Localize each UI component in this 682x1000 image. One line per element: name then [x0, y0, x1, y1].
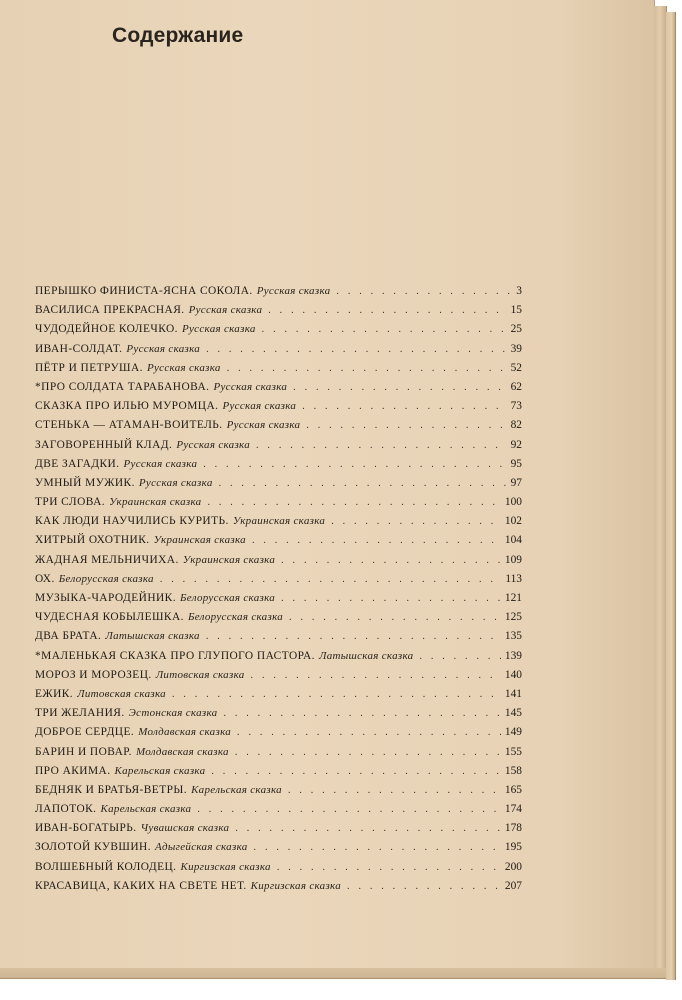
entry-page-number: 121 — [504, 592, 522, 604]
entry-title: ЧУДЕСНАЯ КОБЫЛЕШКА. — [35, 611, 184, 624]
entry-origin: Карельская сказка — [191, 783, 282, 796]
entry-page-number: 145 — [504, 707, 522, 720]
entry-title: ДВА БРАТА. — [35, 630, 102, 643]
entry-page-number: 139 — [504, 649, 522, 662]
toc-entry — [35, 458, 522, 477]
toc-entry — [35, 323, 522, 342]
toc-entry — [35, 880, 522, 899]
entry-title: КРАСАВИЦА, КАКИХ НА СВЕТЕ НЕТ. — [35, 879, 247, 892]
entry-origin: Русская сказка — [226, 419, 301, 432]
entry-page-number: 207 — [504, 879, 522, 892]
entry-title: ТРИ СЛОВА. — [35, 496, 106, 509]
entry-origin: Русская сказка — [222, 400, 297, 413]
entry-origin: Русская сказка — [256, 285, 331, 297]
dot-leader — [219, 478, 507, 489]
entry-title: МУЗЫКА-ЧАРОДЕЙНИК. — [35, 592, 177, 604]
entry-origin: Киргизская сказка — [250, 879, 342, 892]
dot-leader — [172, 689, 501, 700]
dot-leader — [336, 286, 512, 297]
entry-origin: Молдавская сказка — [135, 745, 229, 758]
dot-leader — [160, 574, 501, 585]
entry-page-number: 125 — [504, 611, 522, 624]
entry-origin: Карельская сказка — [100, 803, 192, 816]
dot-leader — [197, 804, 501, 815]
entry-title: ЗАГОВОРЕННЫЙ КЛАД. — [35, 438, 173, 451]
toc-entry — [35, 688, 522, 707]
entry-origin: Адыгейская сказка — [155, 841, 248, 854]
dot-leader — [293, 382, 506, 393]
toc-entry — [35, 861, 522, 880]
entry-origin: Украинская сказка — [153, 534, 246, 547]
entry-title: ПЕРЫШКО ФИНИСТА-ЯСНА СОКОЛА. — [35, 285, 253, 297]
entry-page-number: 82 — [510, 419, 522, 432]
entry-title: ЗОЛОТОЙ КУВШИН. — [35, 841, 151, 854]
dot-leader — [211, 766, 501, 777]
toc-entry — [35, 419, 522, 438]
toc-entry — [35, 726, 522, 745]
entry-title: ТРИ ЖЕЛАНИЯ. — [35, 707, 125, 720]
entry-origin: Русская сказка — [138, 476, 213, 489]
entry-page-number: 141 — [504, 687, 522, 700]
toc-entry — [35, 304, 522, 323]
dot-leader — [252, 535, 501, 546]
entry-origin: Русская сказка — [181, 323, 256, 336]
entry-page-number: 113 — [505, 572, 522, 585]
entry-title: СТЕНЬКА — АТАМАН-ВОИТЕЛЬ. — [35, 419, 223, 432]
entry-title: УМНЫЙ МУЖИК. — [35, 476, 135, 489]
toc-entry — [35, 362, 522, 381]
entry-title: ДОБРОЕ СЕРДЦЕ. — [35, 726, 135, 739]
toc-entry — [35, 765, 522, 784]
toc-entry — [35, 630, 522, 649]
entry-origin: Украинская сказка — [109, 496, 202, 509]
entry-title: ПРО АКИМА. — [35, 764, 111, 777]
entry-title: ОХ. — [35, 572, 55, 585]
dot-leader — [206, 344, 507, 355]
toc-entry — [35, 669, 522, 688]
toc-entry — [35, 515, 522, 534]
entry-origin: Русская сказка — [213, 380, 288, 393]
dot-leader — [331, 516, 501, 527]
dot-leader — [256, 440, 507, 451]
dot-leader — [347, 881, 501, 892]
entry-title: БЕДНЯК И БРАТЬЯ-ВЕТРЫ. — [35, 783, 188, 796]
entry-page-number: 39 — [510, 342, 522, 355]
dot-leader — [254, 842, 501, 853]
entry-title: ЕЖИК. — [35, 687, 74, 700]
entry-page-number: 52 — [510, 361, 522, 374]
entry-page-number: 149 — [504, 726, 522, 739]
entry-origin: Чувашская сказка — [140, 822, 230, 835]
entry-page-number: 174 — [504, 803, 522, 816]
entry-origin: Молдавская сказка — [138, 726, 232, 739]
entry-title: ДВЕ ЗАГАДКИ. — [35, 457, 120, 470]
dot-leader — [302, 401, 506, 412]
entry-page-number: 62 — [510, 380, 522, 393]
entry-origin: Русская сказка — [146, 361, 221, 374]
entry-page-number: 104 — [504, 534, 522, 547]
entry-origin: Русская сказка — [126, 342, 201, 355]
dot-leader — [419, 651, 500, 662]
entry-title: ВОЛШЕБНЫЙ КОЛОДЕЦ. — [35, 860, 177, 873]
entry-title: СКАЗКА ПРО ИЛЬЮ МУРОМЦА. — [35, 400, 219, 413]
entry-page-number: 102 — [504, 515, 522, 528]
entry-page-number: 73 — [510, 400, 522, 413]
dot-leader — [306, 420, 506, 431]
toc-entry — [35, 822, 522, 841]
toc-entry — [35, 534, 522, 553]
dot-leader — [235, 747, 501, 758]
toc-entry — [35, 343, 522, 362]
entry-origin: Литовская сказка — [155, 668, 245, 681]
page-edge-bottom — [0, 968, 666, 979]
entry-title: ИВАН-СОЛДАТ. — [35, 342, 123, 355]
entry-origin: Эстонская сказка — [128, 707, 218, 720]
dot-leader — [281, 593, 501, 604]
toc-entry — [35, 784, 522, 803]
toc-entry — [35, 803, 522, 822]
dot-leader — [289, 612, 501, 623]
entry-origin: Украинская сказка — [232, 515, 326, 528]
dot-leader — [277, 862, 501, 873]
toc-entry — [35, 496, 522, 515]
entry-page-number: 178 — [504, 822, 522, 835]
entry-page-number: 3 — [516, 285, 522, 297]
dot-leader — [203, 459, 506, 470]
dot-leader — [235, 823, 501, 834]
entry-title: ИВАН-БОГАТЫРЬ. — [35, 822, 137, 835]
table-of-contents — [35, 285, 522, 899]
entry-origin: Литовская сказка — [77, 687, 166, 700]
entry-origin: Белорусская сказка — [180, 592, 276, 604]
entry-origin: Киргизская сказка — [180, 860, 271, 873]
entry-page-number: 195 — [504, 841, 522, 854]
toc-entry — [35, 611, 522, 630]
entry-origin: Русская сказка — [123, 457, 198, 470]
dot-leader — [206, 631, 501, 642]
entry-title: *ПРО СОЛДАТА ТАРАБАНОВА. — [35, 380, 210, 393]
entry-page-number: 140 — [504, 668, 522, 681]
entry-origin: Латышская сказка — [105, 630, 200, 643]
dot-leader — [281, 555, 501, 566]
entry-page-number: 25 — [510, 323, 522, 336]
entry-page-number: 135 — [504, 630, 522, 643]
dot-leader — [237, 727, 501, 738]
dot-leader — [268, 305, 506, 316]
toc-entry — [35, 285, 522, 304]
toc-entry — [35, 477, 522, 496]
toc-entry — [35, 746, 522, 765]
entry-origin: Русская сказка — [188, 304, 263, 317]
dot-leader — [223, 708, 500, 719]
entry-origin: Русская сказка — [176, 438, 251, 451]
entry-page-number: 200 — [504, 860, 522, 873]
entry-title: ПЁТР И ПЕТРУША. — [35, 361, 143, 374]
entry-title: ХИТРЫЙ ОХОТНИК. — [35, 534, 150, 547]
entry-page-number: 100 — [504, 496, 522, 509]
entry-page-number: 15 — [510, 304, 522, 317]
entry-title: КАК ЛЮДИ НАУЧИЛИСЬ КУРИТЬ. — [35, 515, 229, 528]
entry-page-number: 92 — [510, 438, 522, 451]
entry-page-number: 158 — [504, 764, 522, 777]
toc-entry — [35, 592, 522, 611]
entry-page-number: 109 — [504, 553, 522, 566]
toc-entry — [35, 573, 522, 592]
entry-title: МОРОЗ И МОРОЗЕЦ. — [35, 668, 152, 681]
page-title: Содержание — [112, 24, 244, 47]
entry-page-number: 155 — [504, 745, 522, 758]
dot-leader — [262, 324, 507, 335]
entry-origin: Белорусская сказка — [187, 611, 284, 624]
entry-title: ВАСИЛИСА ПРЕКРАСНАЯ. — [35, 304, 185, 317]
entry-page-number: 95 — [510, 457, 522, 470]
entry-origin: Карельская сказка — [114, 764, 206, 777]
entry-page-number: 165 — [504, 783, 522, 796]
entry-page-number: 97 — [510, 476, 522, 489]
entry-title: ЖАДНАЯ МЕЛЬНИЧИХА. — [35, 553, 179, 566]
dot-leader — [227, 363, 507, 374]
page-edge — [666, 12, 676, 980]
dot-leader — [288, 785, 501, 796]
dot-leader — [251, 670, 501, 681]
toc-entry — [35, 400, 522, 419]
entry-origin: Белорусская сказка — [58, 572, 154, 585]
toc-entry — [35, 381, 522, 400]
entry-origin: Латышская сказка — [318, 649, 414, 662]
entry-origin: Украинская сказка — [182, 553, 276, 566]
toc-entry — [35, 439, 522, 458]
toc-entry — [35, 841, 522, 860]
dot-leader — [207, 497, 500, 508]
toc-entry — [35, 554, 522, 573]
toc-entry — [35, 650, 522, 669]
entry-title: ЧУДОДЕЙНОЕ КОЛЕЧКО. — [35, 323, 178, 336]
toc-entry — [35, 707, 522, 726]
entry-title: *МАЛЕНЬКАЯ СКАЗКА ПРО ГЛУПОГО ПАСТОРА. — [35, 649, 315, 662]
entry-title: БАРИН И ПОВАР. — [35, 745, 132, 758]
entry-title: ЛАПОТОК. — [35, 803, 97, 816]
